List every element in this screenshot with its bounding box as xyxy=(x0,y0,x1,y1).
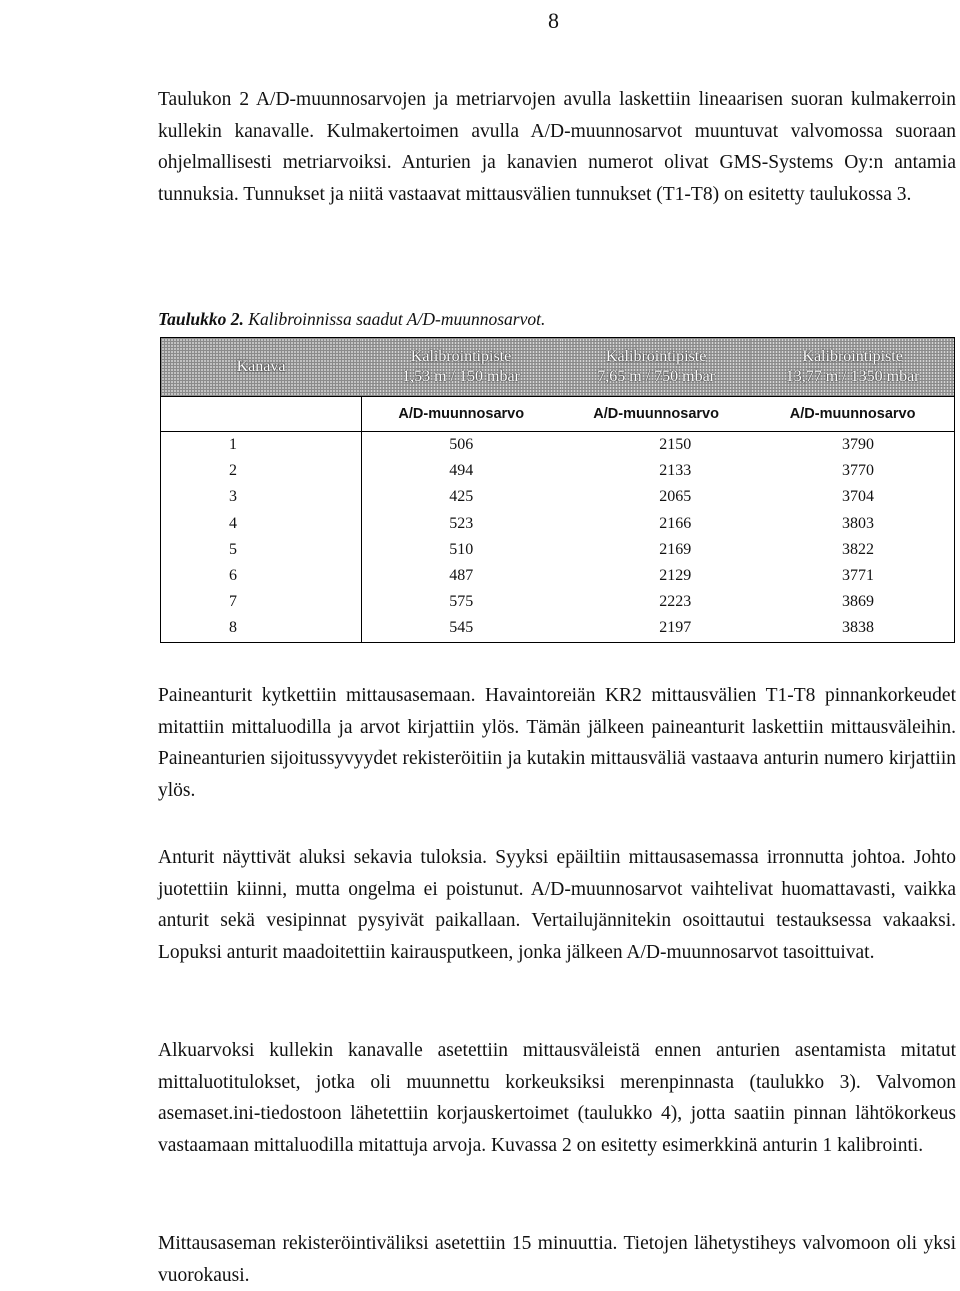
ad-value-cell: 2166 xyxy=(659,514,692,532)
paragraph-3: Anturit näyttivät aluksi sekavia tuloksia. Syyksi epäiltiin mittausasemassa irronnutta johtoa. Johto juotettiin kiinni, mutta ongelma ei poistunut. A/D-muunnosarvot vaihtelivat huomattavasti, vaikka anturit sekä vesipinnat pysyivät paikallaan. Vertailujännitekin osoittautui testauksessa vakaaksi. Lopuksi anturit maadoitettiin kairausputkeen, jonka jälkeen A/D-muunnosarvot tasoittuivat. xyxy=(158,847,956,963)
header-point-1-line1: Kalibrointipiste xyxy=(410,348,512,365)
paragraph-2: Paineanturit kytkettiin mittausasemaan. Havaintoreiän KR2 mittausvälien T1-T8 pinnankorkeudet mitattiin mittaluodilla ja arvot kirjattiin ylös. Tämän jälkeen paineanturit laskettiin mittausväleihin. Paineanturien sijoitussyvyydet rekisteröitiin ja kutakin mittausväliä vastaava anturin numero kirjattiin ylös. xyxy=(158,685,956,801)
table-row xyxy=(161,589,955,615)
table-caption-label: Taulukko 2. xyxy=(158,309,244,329)
ad-value-cell: 3869 xyxy=(842,593,874,611)
channel-cell: 4 xyxy=(161,511,362,537)
calibration-table xyxy=(160,337,955,643)
page-number: 8 xyxy=(548,8,559,33)
table-row xyxy=(161,537,955,563)
ad-value-cell: 2223 xyxy=(659,593,692,611)
channel-cell: 5 xyxy=(161,537,362,563)
table-caption-text: Kalibroinnissa saadut A/D-muunnosarvot. xyxy=(248,309,546,329)
channel-cell: 8 xyxy=(161,615,362,642)
table-subheader-row xyxy=(161,397,955,432)
subheader-1: A/D-muunnosarvo xyxy=(361,397,561,432)
header-point-2 xyxy=(561,338,751,397)
ad-value-cell: 2065 xyxy=(659,488,692,506)
header-point-3 xyxy=(751,338,954,397)
ad-value-cell: 3803 xyxy=(842,514,874,532)
ad-value-cell: 3822 xyxy=(842,540,874,558)
channel-cell: 3 xyxy=(161,484,362,510)
header-point-3-line1: Kalibrointipiste xyxy=(802,348,903,365)
subheader-0 xyxy=(161,397,362,432)
ad-value-cell: 3790 xyxy=(842,436,874,454)
channel-cell: 2 xyxy=(161,458,362,484)
ad-value-cell: 2129 xyxy=(659,567,692,585)
table-row xyxy=(161,484,955,510)
ad-value-cell: 487 xyxy=(449,567,474,585)
ad-value-cell: 3771 xyxy=(842,567,874,585)
ad-value-cell: 3704 xyxy=(842,488,874,506)
table-caption xyxy=(158,309,545,330)
channel-cell: 6 xyxy=(161,563,362,589)
ad-value-cell: 575 xyxy=(449,593,474,611)
header-point-3-line2: 13,77 m / 1350 mbar xyxy=(785,368,920,385)
table-row xyxy=(161,615,955,642)
ad-value-cell: 545 xyxy=(361,615,561,642)
channel-cell: 7 xyxy=(161,589,362,615)
ad-value-cell: 425 xyxy=(449,488,474,506)
channel-cell: 1 xyxy=(161,432,362,459)
table-header-row xyxy=(161,338,955,397)
ad-value-cell: 3770 xyxy=(842,462,874,480)
header-kanava xyxy=(161,338,362,397)
ad-value-cell: 510 xyxy=(449,540,474,558)
table-body xyxy=(161,432,955,643)
subheader-2: A/D-muunnosarvo xyxy=(561,397,751,432)
ad-value-cell: 2169 xyxy=(659,540,692,558)
table-row xyxy=(161,458,955,484)
paragraph-1: Taulukon 2 A/D-muunnosarvojen ja metriarvojen avulla laskettiin lineaarisen suoran kulmakerroin kullekin kanavalle. Kulmakertoimen avulla A/D-muunnosarvot muuntuvat valvomossa suoraan ohjelmallisesti metriarvoiksi. Anturien ja kanavien numerot olivat GMS-Systems Oy:n antamia tunnuksia. Tunnukset ja niitä vastaavat mittausvälien tunnukset (T1-T8) on esitetty taulukossa 3. xyxy=(158,89,956,205)
ad-value-cell: 523 xyxy=(449,514,474,532)
subheader-3: A/D-muunnosarvo xyxy=(751,397,954,432)
paragraph-4: Alkuarvoksi kullekin kanavalle asetettiin mittausväleistä ennen anturien asentamista mitatut mittaluotitulokset, jotka oli muunnettu korkeuksiksi merenpinnasta (taulukko 3). Valvomon asemaset.ini-tiedostoon lähetettiin korjauskertoimet (taulukko 4), jotta saatiin pinnan lähtökorkeus vastaamaan mittaluodilla mitattuja arvoja. Kuvassa 2 on esitetty esimerkkinä anturin 1 kalibrointi. xyxy=(158,1040,956,1156)
ad-value-cell: 3838 xyxy=(751,615,954,642)
ad-value-cell: 2197 xyxy=(561,615,751,642)
table-row xyxy=(161,563,955,589)
header-point-1-line2: 1,53 m / 150 mbar xyxy=(402,368,520,385)
ad-value-cell: 2150 xyxy=(659,436,692,454)
ad-value-cell: 506 xyxy=(449,436,474,454)
ad-value-cell: 494 xyxy=(449,462,474,480)
header-point-2-line1: Kalibrointipiste xyxy=(605,348,707,365)
header-point-1 xyxy=(361,338,561,397)
ad-value-cell: 2133 xyxy=(659,462,692,480)
header-kanava-label: Kanava xyxy=(236,358,286,375)
paragraph-5: Mittausaseman rekisteröintiväliksi asetettiin 15 minuuttia. Tietojen lähetystiheys valvomoon oli yksi vuorokausi. xyxy=(158,1233,956,1286)
table-row xyxy=(161,511,955,537)
header-point-2-line2: 7,65 m / 750 mbar xyxy=(597,368,715,385)
table-row xyxy=(161,432,955,459)
